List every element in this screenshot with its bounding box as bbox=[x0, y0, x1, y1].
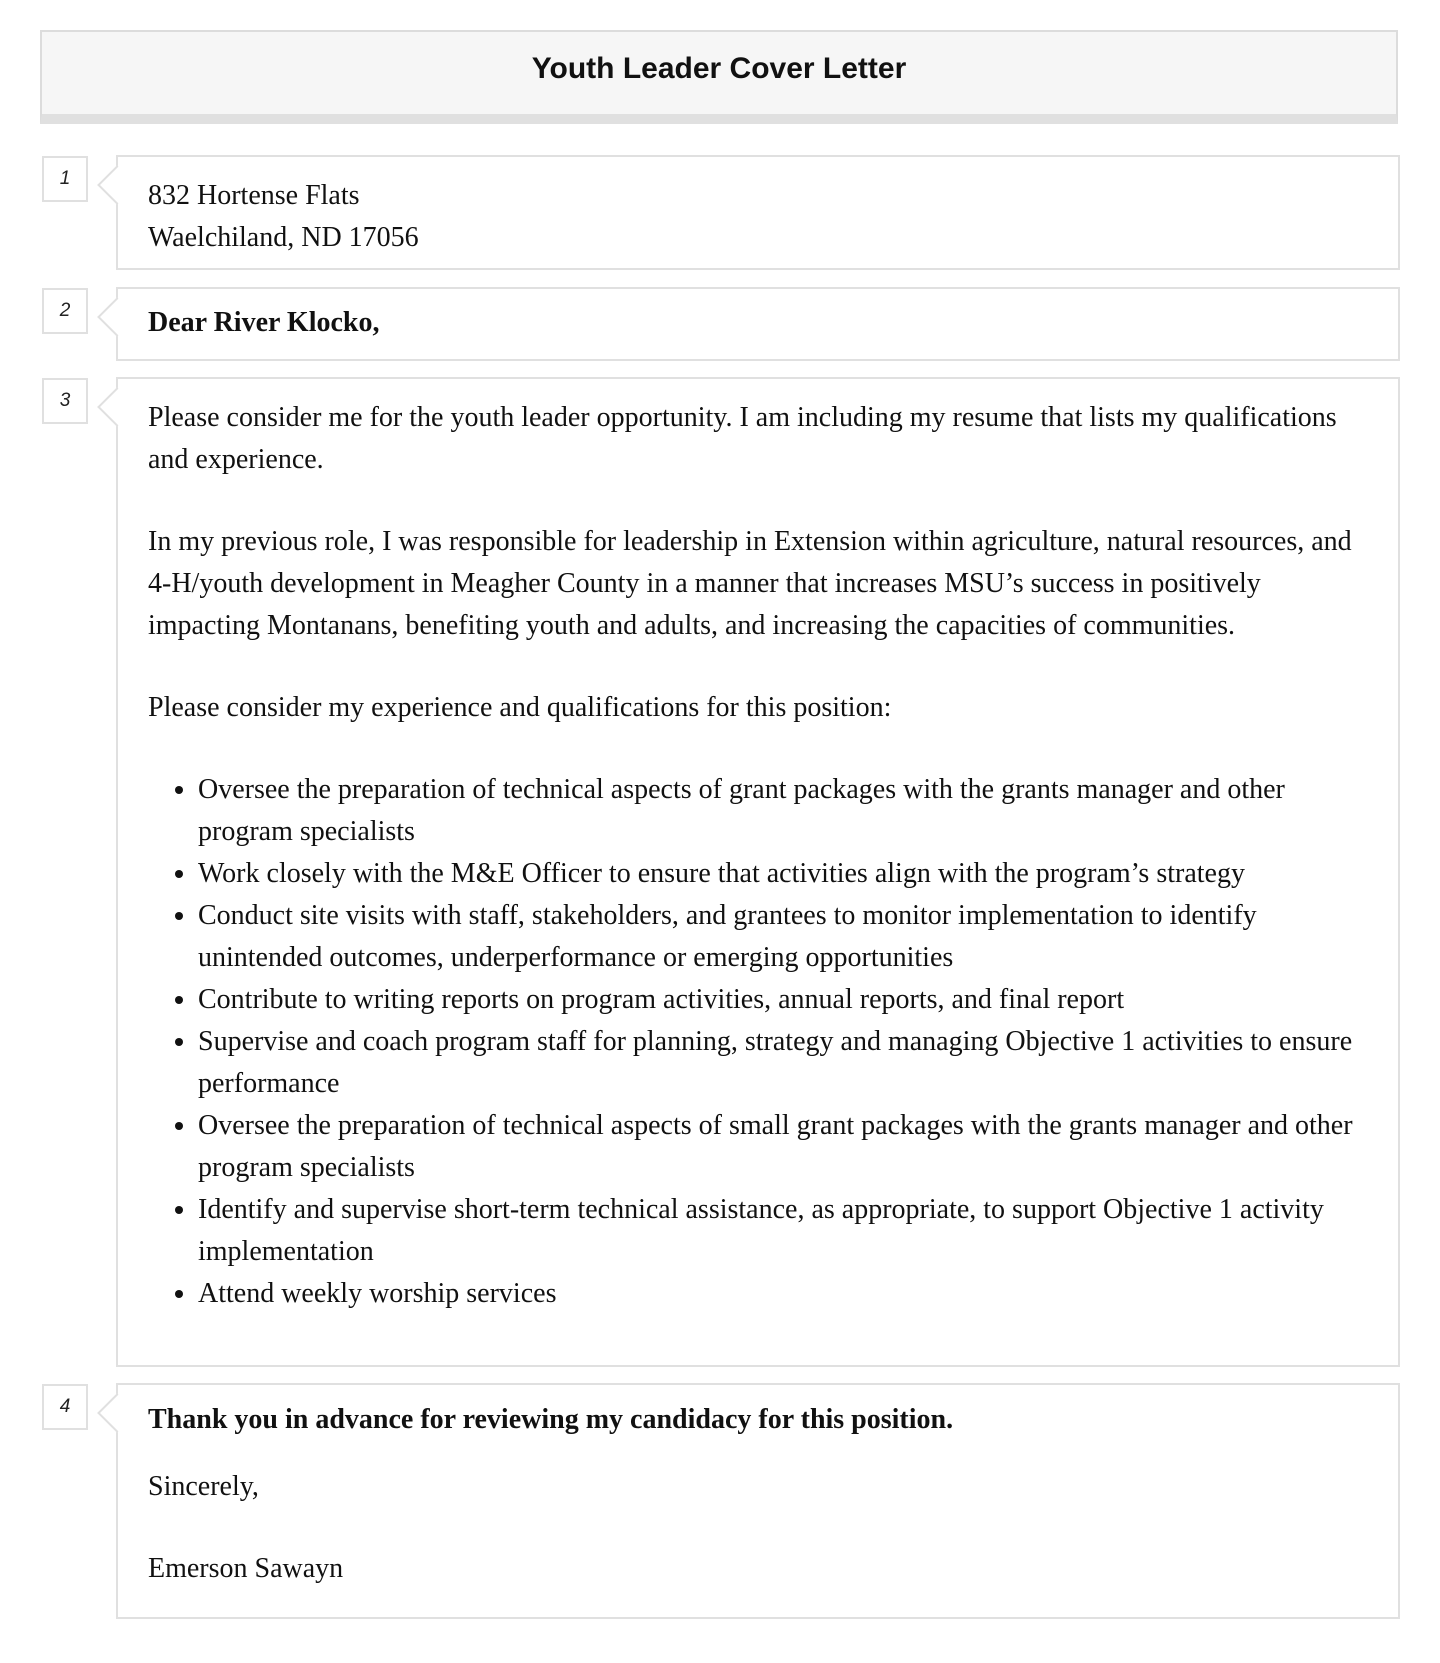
document-header bbox=[40, 30, 1398, 124]
address-section bbox=[116, 155, 1400, 270]
list-item: • Contribute to writing reports on program activities, annual reports, and final report bbox=[198, 979, 1368, 1021]
section-number-2: 2 bbox=[42, 288, 88, 334]
body-paragraph-3: Please consider my experience and qualifications for this position: bbox=[148, 692, 892, 723]
list-item: • Oversee the preparation of technical aspects of small grant packages with the grants manager and other program specialists bbox=[198, 1105, 1368, 1189]
closing-statement: Thank you in advance for reviewing my candidacy for this position. bbox=[148, 1404, 954, 1435]
signature-name: Emerson Sawayn bbox=[148, 1553, 344, 1584]
body-paragraph-1: Please consider me for the youth leader opportunity. I am including my resume that lists my qualifications and experience. bbox=[148, 402, 1337, 475]
list-item: • Supervise and coach program staff for planning, strategy and managing Objective 1 activities to ensure performance bbox=[198, 1021, 1368, 1105]
closing-section bbox=[116, 1383, 1400, 1619]
salutation-section bbox=[116, 287, 1400, 361]
list-item: • Attend weekly worship services bbox=[198, 1273, 1368, 1315]
section-number-3: 3 bbox=[42, 378, 88, 424]
salutation: Dear River Klocko, bbox=[148, 307, 380, 338]
list-item: • Conduct site visits with staff, stakeholders, and grantees to monitor implementation to identify unintended outcomes, underperformance or emerging opportunities bbox=[198, 895, 1368, 979]
page-title: Youth Leader Cover Letter bbox=[531, 52, 907, 85]
body-paragraph-2: In my previous role, I was responsible for leadership in Extension within agriculture, natural resources, and 4-H/youth development in Meagher County in a manner that increases MSU’s success in positively impacting Montanans, benefiting youth and adults, and increasing the capacities of communities. bbox=[148, 526, 1352, 641]
qualifications-list bbox=[148, 769, 1368, 1315]
body-section bbox=[116, 377, 1400, 1367]
list-item: • Work closely with the M&E Officer to ensure that activities align with the program’s strategy bbox=[198, 853, 1368, 895]
address-line-2: Waelchiland, ND 17056 bbox=[148, 222, 419, 253]
section-number-1: 1 bbox=[42, 156, 88, 202]
list-item: • Identify and supervise short-term technical assistance, as appropriate, to support Objective 1 activity implementation bbox=[198, 1189, 1368, 1273]
address-line-1: 832 Hortense Flats bbox=[148, 180, 360, 211]
valediction: Sincerely, bbox=[148, 1471, 259, 1502]
section-number-4: 4 bbox=[42, 1384, 88, 1430]
list-item: • Oversee the preparation of technical aspects of grant packages with the grants manager and other program specialists bbox=[198, 769, 1368, 853]
